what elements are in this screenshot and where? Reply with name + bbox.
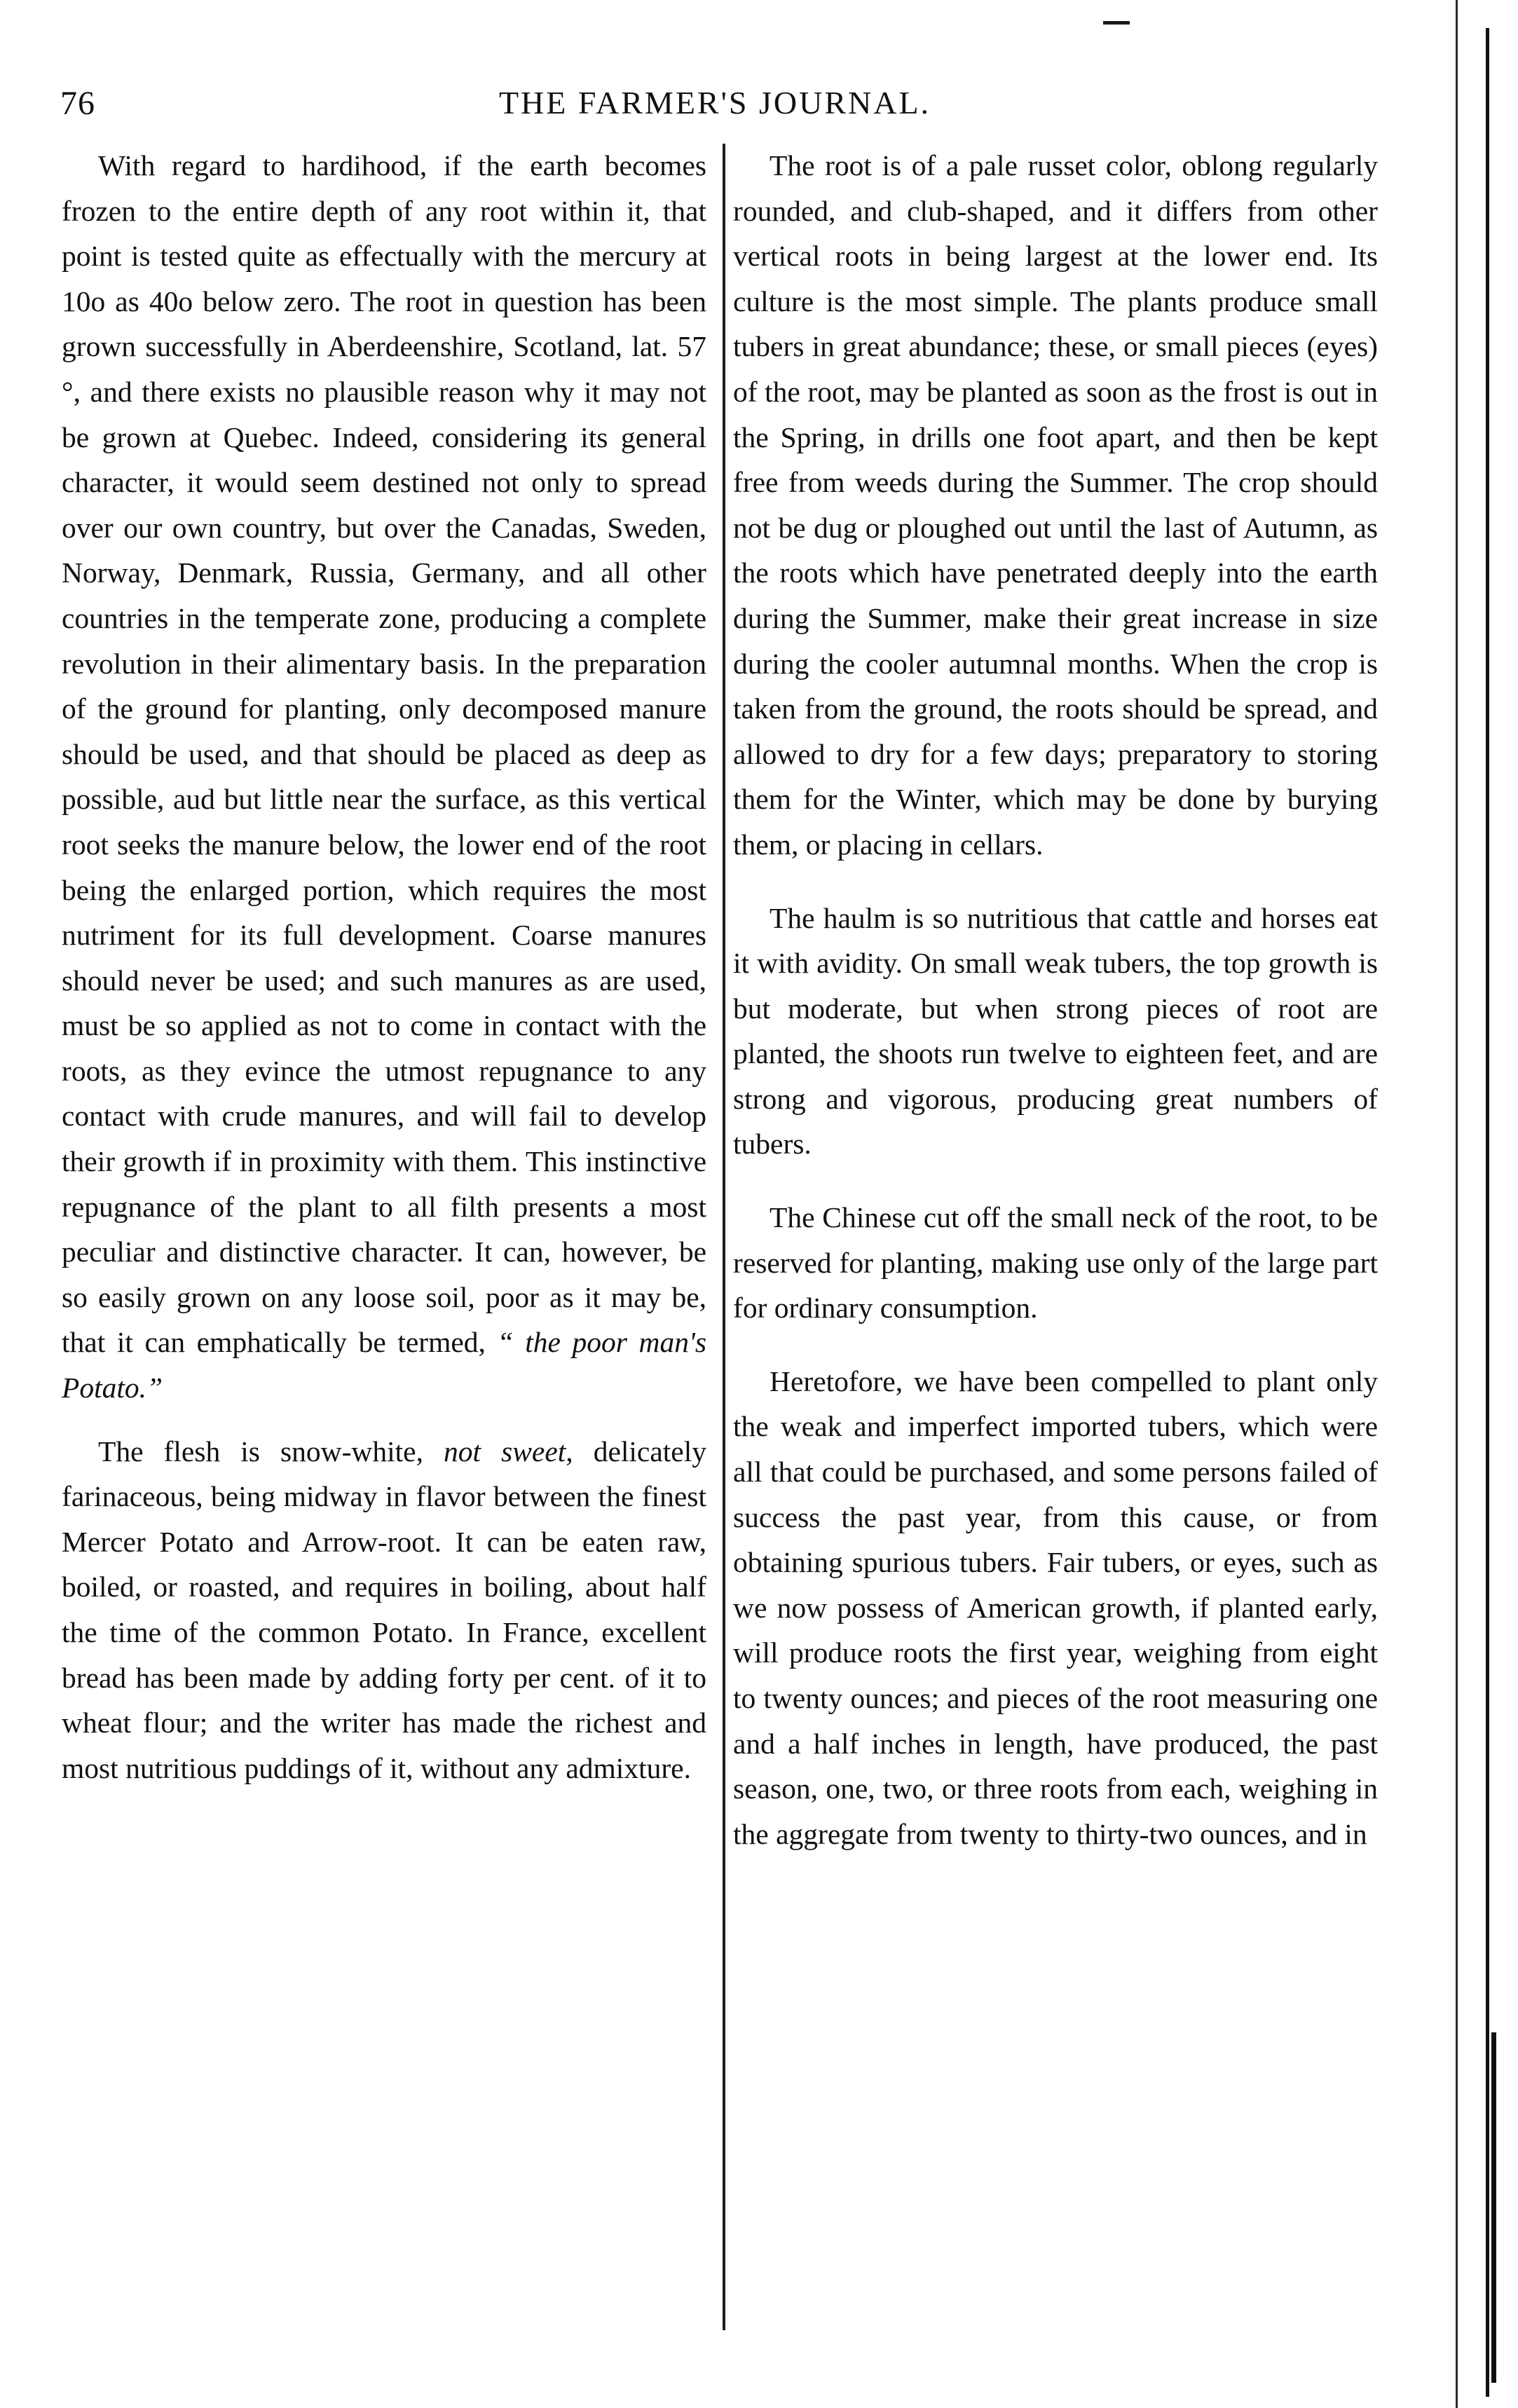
paragraph: The haulm is so nutritious that cattle and horses eat it with avidity. On small weak tubers, the top growth is but moderate, but when strong pieces of root are planted, the shoots run twelve to eighteen feet, and are strong and vigorous, producing great numbers of tubers. bbox=[733, 901, 1378, 1161]
column-divider bbox=[723, 144, 725, 2330]
page-edge-line bbox=[1486, 28, 1489, 2397]
top-dash-mark bbox=[1103, 21, 1130, 25]
running-title: THE FARMER'S JOURNAL. bbox=[498, 85, 931, 121]
paragraph-text: The flesh is snow-white, bbox=[98, 1435, 423, 1468]
right-column bbox=[733, 143, 1378, 1856]
paragraph: The root is of a pale russet color, oblong regularly rounded, and club-shaped, and it differs from other vertical roots in being largest at the lower end. Its culture is the most simple. The plants produce small tubers in great abundance; these, or small pieces (eyes) of the root, may be planted as soon as the frost is out in the Spring, in drills one foot apart, and then be kept free from weeds during the Summer. The crop should not be dug or ploughed out until the last of Autumn, as the roots which have penetrated deeply into the earth during the Summer, make their great increase in size during the cooler autumnal months. When the crop is taken from the ground, the roots should be spread, and allowed to dry for a few days; preparatory to storing them for the Winter, which may be done by burying them, or placing in cellars. bbox=[733, 149, 1378, 861]
paragraph-text: , delicately farinaceous, being midway in flavor between the finest Mercer Potato and Arrow-root. It can be eaten raw, boiled, or roasted, and requires in boiling, about half the time of the common Potato. In France, excellent bread has been made by adding forty per cent. of it to wheat flour; and the writer has made the richest and most nutritious puddings of it, without any admixture. bbox=[62, 1435, 706, 1784]
page-edge-line bbox=[1491, 2032, 1496, 2383]
paragraph-text: With regard to hardihood, if the earth becomes frozen to the entire depth of any root within it, that point is tested quite as effectually with the mercury at 10o as 40o below zero. The root in question has been grown successfully in Aberdeenshire, Scotland, lat. 57 °, and there exists no plausible reason why it may not be grown at Quebec. Indeed, considering its general character, it would seem destined not only to spread over our own country, but over the Canadas, Sweden, Norway, Denmark, Russia, Germany, and all other countries in the temperate zone, producing a complete revolution in their alimentary basis. In the preparation of the ground for planting, only decomposed manure should be used, and that should be placed as deep as possible, aud but little near the surface, as this vertical root seeks the manure below, the lower end of the root being the enlarged portion, which requires the most nutriment for its full development. Coarse manures should never be used; and such manures as are used, must be so applied as not to come in contact with the roots, as they evince the utmost repugnance to any contact with crude manures, and will fail to develop their growth if in proximity with them. This instinctive repugnance of the plant to all filth presents a most peculiar and distinctive character. It can, however, be so easily grown on any loose soil, poor as it may be, that it can emphatically be termed, bbox=[62, 149, 706, 1359]
left-column bbox=[62, 143, 706, 1791]
paragraph bbox=[62, 1429, 706, 1791]
page-edge-line bbox=[1456, 0, 1458, 2408]
paragraph: The Chinese cut off the small neck of the root, to be reserved for planting, making use only of the large part for ordinary consumption. bbox=[733, 1201, 1378, 1325]
paragraph: Heretofore, we have been compelled to plant only the weak and imperfect imported tubers, which were all that could be purchased, and some persons failed of success the past year, from this cause, or from obtaining spurious tubers. Fair tubers, or eyes, such as we now possess of American growth, if planted early, will produce roots the first year, weighing from eight to twenty ounces; and pieces of the root measuring one and a half inches in length, have produced, the past season, one, two, or three roots from each, weighing in the aggregate from twenty to thirty-two ounces, and in bbox=[733, 1364, 1378, 1850]
paragraph bbox=[62, 143, 706, 1411]
page-number: 76 bbox=[60, 85, 95, 122]
paragraph-quote: “ the poor man's Potato.” bbox=[62, 1326, 706, 1404]
emphasis-text: not sweet bbox=[444, 1435, 566, 1468]
